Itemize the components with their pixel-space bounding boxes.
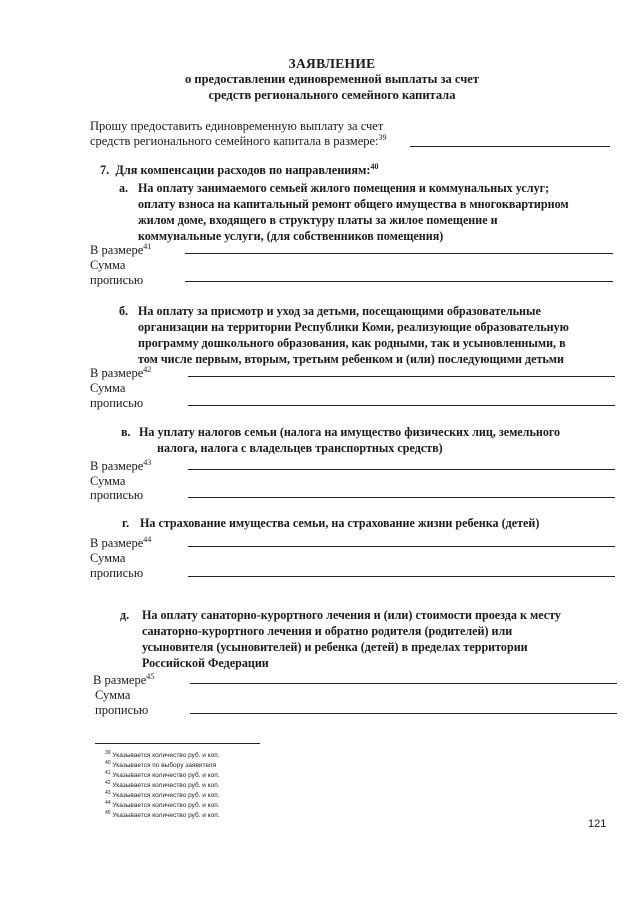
- item-7-number: 7.: [100, 163, 110, 177]
- section-d-letter: д.: [120, 608, 130, 622]
- section-a-line-1: На оплату занимаемого семьей жилого помещения и коммунальных услуг;: [138, 181, 550, 195]
- item-7-text: Для компенсации расходов по направлениям:: [115, 163, 371, 177]
- footnote-45: $^{45}$ Указывается количество руб. и коп.: [105, 809, 220, 819]
- section-d-words-label: прописью: [95, 703, 149, 717]
- intro-line-2: средств регионального семейного капитала в размере:$^{39}$: [90, 132, 387, 148]
- footnote-separator: [95, 743, 260, 744]
- section-b-line-4: том числе первым, вторым, третьим ребенком и (или) последующими детьми: [138, 352, 564, 366]
- section-g-amount-label: В размере$^{44}$: [90, 534, 152, 550]
- section-d-sum-label: Сумма: [95, 688, 131, 702]
- section-v-line-1: На уплату налогов семьи (налога на имущество физических лиц, земельного: [139, 425, 561, 439]
- document-subtitle-line-2: средств регионального семейного капитала: [208, 88, 456, 102]
- section-b-line-1: На оплату за присмотр и уход за детьми, посещающими образовательные: [138, 304, 541, 318]
- section-d-amount-label: В размере$^{45}$: [93, 671, 155, 687]
- section-d-line-2: санаторно-курортного лечения и обратно родителя (родителей) или: [142, 624, 513, 638]
- item-7-heading: [100, 163, 379, 178]
- section-d-amount-line[interactable]: [190, 683, 617, 684]
- section-g-sum-label: Сумма: [90, 551, 126, 565]
- section-b-letter: б.: [119, 304, 129, 318]
- section-g-letter: г.: [122, 516, 130, 530]
- document-subtitle-line-1: о предоставлении единовременной выплаты за счет: [185, 72, 479, 86]
- section-v-words-line[interactable]: [188, 497, 615, 498]
- intro-line-1: Прошу предоставить единовременную выплату за счет: [90, 119, 384, 133]
- footnote-40: $^{40}$ Указывается по выбору заявителя: [105, 759, 217, 769]
- section-a-sum-label: Сумма: [90, 258, 126, 272]
- section-b-line-2: организации на территории Республики Коми, реализующие образовательную: [138, 320, 569, 334]
- intro-amount-line[interactable]: [410, 146, 610, 147]
- page-number: 121: [588, 818, 607, 830]
- section-a-words-label: прописью: [90, 273, 144, 287]
- section-a-letter: а.: [119, 181, 129, 195]
- section-b-amount-line[interactable]: [188, 376, 615, 377]
- footnote-42: $^{42}$ Указывается количество руб. и коп.: [105, 779, 220, 789]
- section-g-words-line[interactable]: [188, 576, 615, 577]
- footnote-ref: 40: [370, 161, 379, 171]
- section-d-words-line[interactable]: [190, 713, 617, 714]
- section-a-words-line[interactable]: [185, 281, 613, 282]
- section-v-line-2: налога, налога с владельцев транспортных средств): [157, 441, 443, 455]
- section-a-line-2: оплату взноса на капитальный ремонт общего имущества в многоквартирном: [138, 197, 569, 211]
- section-b-line-3: программу дошкольного образования, как родными, так и усыновленными, в: [138, 336, 566, 350]
- section-v-words-label: прописью: [90, 488, 144, 502]
- footnote-43: $^{43}$ Указывается количество руб. и коп.: [105, 789, 220, 799]
- section-a-amount-line[interactable]: [185, 253, 613, 254]
- section-d-line-3: усыновителя (усыновителей) и ребенка (детей) в пределах территории: [142, 640, 528, 654]
- section-g-words-label: прописью: [90, 566, 144, 580]
- section-d-line-4: Российской Федерации: [142, 656, 269, 670]
- footnote-39: $^{39}$ Указывается количество руб. и коп.: [105, 749, 220, 759]
- section-b-words-line[interactable]: [188, 405, 615, 406]
- section-b-words-label: прописью: [90, 396, 144, 410]
- section-d-line-1: На оплату санаторно-курортного лечения и (или) стоимости проезда к месту: [142, 608, 561, 622]
- section-v-amount-line[interactable]: [188, 469, 615, 470]
- footnote-41: $^{41}$ Указывается количество руб. и коп.: [105, 769, 220, 779]
- section-g-amount-line[interactable]: [188, 546, 615, 547]
- section-g-line-1: На страхование имущества семьи, на страхование жизни ребенка (детей): [140, 516, 540, 530]
- section-a-amount-label: В размере$^{41}$: [90, 241, 152, 257]
- section-v-letter: в.: [121, 425, 131, 439]
- section-v-amount-label: В размере$^{43}$: [90, 457, 152, 473]
- section-a-line-4: коммунальные услуги, (для собственников помещения): [138, 229, 444, 243]
- section-a-line-3: жилом доме, входящего в структуру платы за жилое помещение и: [138, 213, 498, 227]
- section-b-sum-label: Сумма: [90, 381, 126, 395]
- footnote-44: $^{44}$ Указывается количество руб. и коп.: [105, 799, 220, 809]
- footnote-ref: 39: [378, 132, 387, 142]
- section-b-amount-label: В размере$^{42}$: [90, 364, 152, 380]
- section-v-sum-label: Сумма: [90, 474, 126, 488]
- document-title: ЗАЯВЛЕНИЕ: [288, 56, 376, 71]
